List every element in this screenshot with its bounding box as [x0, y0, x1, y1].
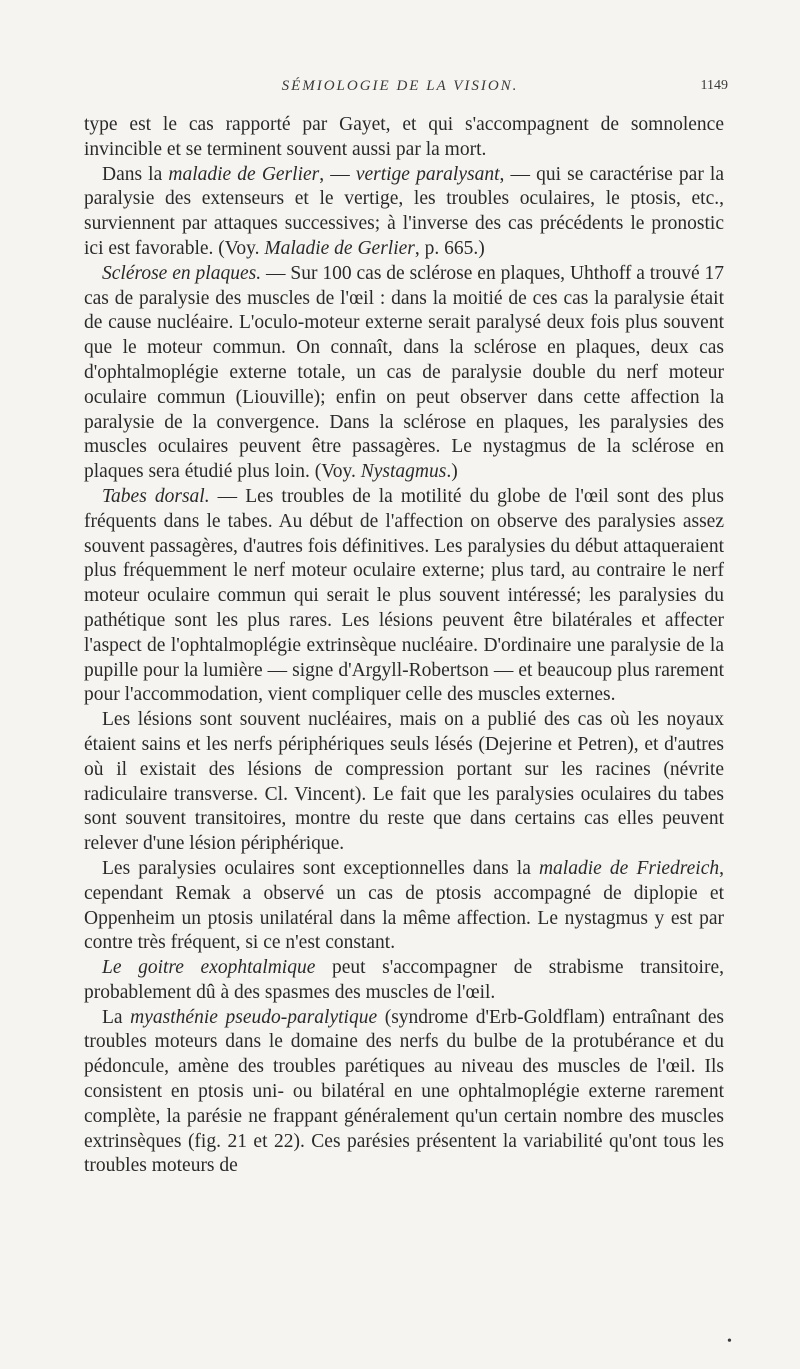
paragraph — [84, 485, 724, 708]
italic-term: Tabes dorsal. — [102, 485, 210, 507]
text-run: Les lésions sont souvent nucléaires, mais on a publié des cas où les noyaux étaient sains et les nerfs périphériques seuls lésés (Dejerine et Petren), et d'autres où il existait des lésions de compression portant sur les racines (névrite radiculaire transverse. Cl. Vincent). Le fait que les paralysies oculaires du tabes sont souvent transitoires, montre du reste que dans certains cas elles peuvent relever d'une lésion périphérique. — [84, 709, 724, 855]
printer-mark-icon: • — [727, 1334, 732, 1349]
italic-term: Nystagmus — [360, 461, 447, 483]
italic-term: maladie de Friedreich — [538, 857, 720, 879]
text-run: — Sur 100 cas de sclérose en plaques, Uhthoff a trouvé 17 cas de paralysie des muscles de l'œil : dans la moitié de ces cas la paralysie était de cause nucléaire. L'oculo-moteur externe serait paralysé deux fois plus souvent que le moteur commun. On connaît, dans la sclérose en plaques, deux cas d'ophtalmoplégie externe totale, un cas de paralysie double du nerf moteur oculaire commun (Liouville); enfin on peut observer dans cette affection la paralysie de la convergence. Dans la sclérose en plaques, les paralysies des muscles oculaires peuvent être passagères. Le nystagmus de la sclérose en plaques sera étudié plus loin. (Voy. — [84, 262, 724, 483]
text-run: , cependant Remak a observé un cas de ptosis accompagné de diplopie et Oppenheim un ptosis unilatéral dans la même affection. Le nystagmus y est par contre très fréquent, si ce n'est constant. — [84, 857, 724, 954]
paragraph — [84, 163, 724, 262]
paragraph — [84, 708, 724, 857]
running-title: SÉMIOLOGIE DE LA VISION. — [281, 78, 519, 94]
italic-term: myasthénie pseudo-paralytique — [130, 1006, 378, 1028]
italic-term: Le goitre exophtalmique — [102, 957, 316, 979]
text-run: Les paralysies oculaires sont exceptionnelles dans la — [102, 857, 539, 879]
text-run: La — [102, 1006, 131, 1028]
text-run: type est le cas rapporté par Gayet, et qui s'accompagnent de somnolence invincible et se terminent souvent aussi par la mort. — [84, 114, 724, 160]
text-run: Dans la — [102, 163, 169, 185]
paragraph — [84, 1006, 724, 1180]
paragraph — [84, 262, 724, 485]
text-run: — Les troubles de la motilité du globe de l'œil sont des plus fréquents dans le tabes. Au début de l'affection on observe des paralysies assez souvent passagères, d'autres fois définitives. Les paralysies du début attaqueraient plus fréquemment le nerf moteur oculaire externe; plus tard, au contraire le nerf moteur oculaire commun qui serait le plus souvent intéressé; les paralysies du pathétique sont les plus rares. Les lésions peuvent être bilatérales et affecter l'aspect de l'ophtalmoplégie extrinsèque nucléaire. D'ordinaire une paralysie de la pupille pour la lumière — signe d'Argyll-Robertson — et beaucoup plus rarement pour l'accommodation, vient compliquer celle des muscles externes. — [84, 485, 724, 706]
paragraph — [84, 857, 724, 956]
paragraph — [84, 113, 724, 163]
text-run: peut s'accompagner de strabisme transitoire, probablement dû à des spasmes des muscles de l'œil. — [84, 957, 724, 1003]
italic-term: Sclérose en plaques. — [102, 262, 262, 284]
text-body — [84, 113, 724, 1179]
text-run: (syndrome d'Erb-Goldflam) entraînant des troubles moteurs dans le domaine des nerfs du bulbe de la protubérance et du pédoncule, amène des troubles parétiques au niveau des muscles de l'œil. Ils consistent en ptosis uni- ou bilatéral en une ophtalmoplégie externe rarement complète, la parésie ne frappant généralement qu'un certain nombre des muscles extrinsèques (fig. 21 et 22). Ces parésies présentent la variabilité qu'ont tous les troubles moteurs de — [84, 1006, 724, 1177]
text-run: , — — [319, 163, 356, 185]
italic-term: Maladie de Gerlier — [264, 237, 415, 259]
text-run: , — qui se caractérise par la paralysie des extenseurs et le vertige, les troubles oculaires, le ptosis, etc., surviennent par attaques successives; à l'inverse des cas précédents le pronostic ici est favorable. (Voy. — [84, 163, 724, 259]
paragraph — [84, 956, 724, 1006]
italic-term: vertige paralysant — [355, 163, 500, 185]
italic-term: maladie de Gerlier — [168, 163, 320, 185]
page-number: 1149 — [700, 78, 728, 93]
running-head — [0, 78, 800, 102]
text-run: , p. 665.) — [414, 237, 485, 259]
text-run: .) — [446, 461, 458, 483]
